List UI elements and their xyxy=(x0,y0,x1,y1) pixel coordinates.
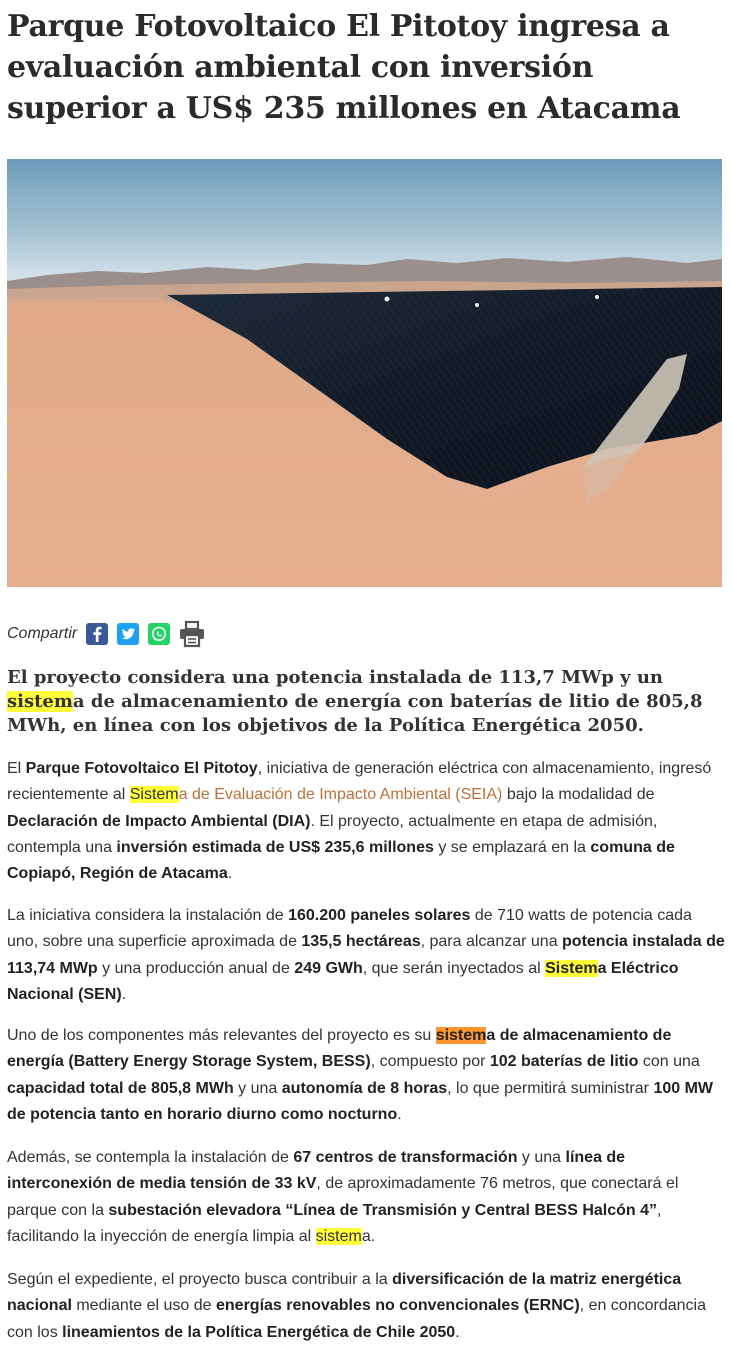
paragraph-3: Uno de los componentes más relevantes del proyecto es su sistema de almacenamiento de energía (Battery Energy Storage System, BESS), compuesto por 102 baterías de litio con una capacidad total de 805,8 MWh y una autonomía de 8 horas, lo que permitirá suministrar 100 MW de potencia tanto en horario diurno como nocturno. xyxy=(7,1027,714,1123)
search-highlight: sistem xyxy=(7,691,73,712)
seia-link[interactable]: a de Evaluación de Impacto Ambiental (SEIA) xyxy=(178,786,503,804)
share-bar xyxy=(7,620,213,648)
paragraph-4: Además, se contempla la instalación de 67 centros de transformación y una línea de interconexión de media tensión de 33 kV, de aproximadamente 76 metros, que conectará el parque con la subestación elevadora “Línea de Transmisión y Central BESS Halcón 4”, facilitando la inyección de energía limpia al sistema. xyxy=(7,1149,679,1245)
solar-park-photo xyxy=(7,159,722,587)
search-highlight: Sistem xyxy=(545,959,598,977)
article-lead: El proyecto considera una potencia instalada de 113,7 MWp y un sistema de almacenamiento de energía con baterías de litio de 805,8 MWh, en línea con los objetivos de la Política Energética 2050. xyxy=(7,667,703,736)
hero-image xyxy=(7,159,722,587)
search-highlight: Sistem xyxy=(129,786,179,804)
facebook-icon[interactable] xyxy=(85,622,109,646)
search-highlight: sistem xyxy=(315,1227,362,1245)
print-icon[interactable] xyxy=(178,620,206,648)
article-title: Parque Fotovoltaico El Pitotoy ingresa a evaluación ambiental con inversión superior a US$ 235 millones en Atacama xyxy=(7,9,681,126)
paragraph-5: Según el expediente, el proyecto busca contribuir a la diversificación de la matriz energética nacional mediante el uso de energías renovables no convencionales (ERNC), en concordancia con los lineamientos de la Política Energética de Chile 2050. xyxy=(7,1271,706,1341)
search-highlight-active: sistem xyxy=(435,1027,487,1044)
whatsapp-icon[interactable] xyxy=(147,622,171,646)
paragraph-2: La iniciativa considera la instalación de 160.200 paneles solares de 710 watts de potencia cada uno, sobre una superficie aproximada de 135,5 hectáreas, para alcanzar una potencia instalada de 113,74 MWp y una producción anual de 249 GWh, que serán inyectados al Sistema Eléctrico Nacional (SEN). xyxy=(7,907,725,1003)
paragraph-1: El Parque Fotovoltaico El Pitotoy, iniciativa de generación eléctrica con almacenamiento, ingresó recientemente al Sistema de Evaluación de Impacto Ambiental (SEIA) bajo la modalidad de Declaración de Impacto Ambiental (DIA). El proyecto, actualmente en etapa de admisión, contempla una inversión estimada de US$ 235,6 millones y se emplazará en la comuna de Copiapó, Región de Atacama. xyxy=(7,760,712,883)
share-label: Compartir xyxy=(7,625,78,642)
twitter-icon[interactable] xyxy=(116,622,140,646)
